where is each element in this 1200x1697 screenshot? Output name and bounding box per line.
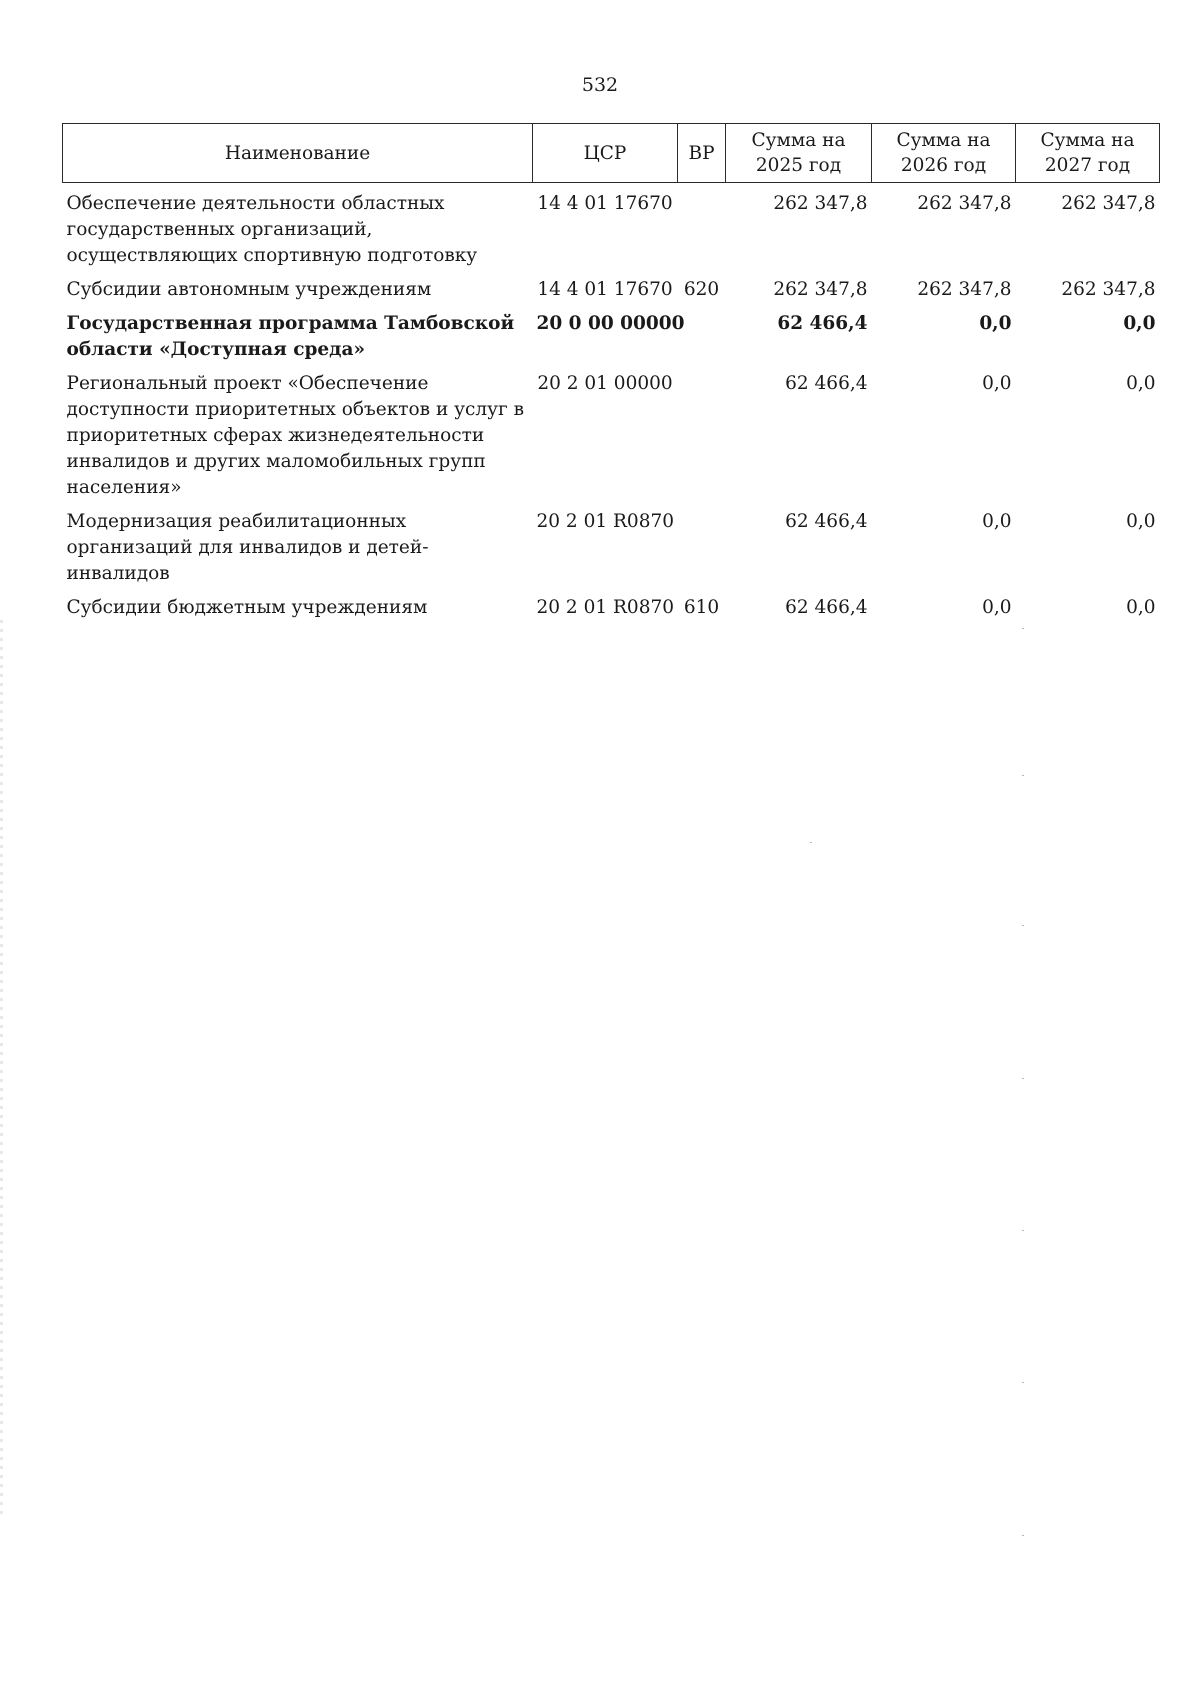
row-csr: 14 4 01 17670 (537, 193, 673, 214)
row-name: Субсидии бюджетным учреждениям (66, 597, 428, 618)
row-sum-2025: 262 347,8 (773, 193, 868, 214)
row-csr: 20 2 01 00000 (537, 373, 673, 394)
table-row (63, 509, 1160, 595)
row-csr: 14 4 01 17670 (537, 279, 673, 300)
row-sum-2026: 262 347,8 (917, 279, 1012, 300)
row-vr (678, 311, 726, 371)
header-vr: ВР (678, 124, 726, 183)
scan-speck (1022, 925, 1024, 926)
table-row (63, 277, 1160, 311)
row-vr (678, 183, 726, 278)
row-sum-2027: 0,0 (1126, 373, 1156, 394)
scan-speck (810, 842, 812, 843)
scan-edge-artifact (0, 620, 3, 1520)
row-csr: 20 0 00 00000 (536, 313, 685, 334)
row-sum-2026: 0,0 (982, 511, 1012, 532)
row-sum-2027: 0,0 (1123, 313, 1156, 334)
row-sum-2026: 0,0 (982, 597, 1012, 618)
row-sum-2026: 0,0 (979, 313, 1012, 334)
row-name: Модернизация реабилитационных организаций для инвалидов и детей-инвалидов (66, 511, 429, 584)
header-name: Наименование (63, 124, 533, 183)
row-sum-2025: 262 347,8 (773, 279, 868, 300)
scan-speck (1022, 1382, 1024, 1383)
scan-speck (1022, 1078, 1024, 1079)
row-name: Субсидии автономным учреждениям (66, 279, 432, 300)
scan-speck (1022, 1535, 1024, 1536)
row-sum-2025: 62 466,4 (785, 373, 868, 394)
budget-table (62, 123, 1160, 629)
row-sum-2027: 0,0 (1126, 597, 1156, 618)
row-sum-2027: 0,0 (1126, 511, 1156, 532)
header-csr: ЦСР (533, 124, 678, 183)
table-header-row (63, 124, 1160, 183)
row-sum-2027: 262 347,8 (1061, 279, 1156, 300)
scan-speck (1022, 775, 1024, 776)
row-vr: 610 (683, 597, 720, 618)
row-csr: 20 2 01 R0870 (536, 597, 675, 618)
row-sum-2026: 0,0 (982, 373, 1012, 394)
table-row (63, 371, 1160, 509)
row-sum-2025: 62 466,4 (777, 313, 868, 334)
scan-speck (1022, 628, 1024, 629)
scan-speck (1022, 1230, 1024, 1231)
header-sum-2025: Сумма на 2025 год (726, 124, 872, 183)
row-csr: 20 2 01 R0870 (536, 511, 675, 532)
row-vr: 620 (683, 279, 720, 300)
row-vr (678, 509, 726, 595)
table-row (63, 183, 1160, 278)
header-sum-2027: Сумма на 2027 год (1016, 124, 1160, 183)
row-sum-2027: 262 347,8 (1061, 193, 1156, 214)
row-name: Региональный проект «Обеспечение доступности приоритетных объектов и услуг в приоритетных сферах жизнедеятельности инвалидов и других маломобильных групп населения» (66, 373, 525, 498)
header-sum-2026: Сумма на 2026 год (872, 124, 1016, 183)
row-vr (678, 371, 726, 509)
page-number: 532 (581, 74, 619, 96)
row-sum-2025: 62 466,4 (785, 511, 868, 532)
table-row-program (63, 311, 1160, 371)
table-row (63, 595, 1160, 629)
row-sum-2025: 62 466,4 (785, 597, 868, 618)
row-sum-2026: 262 347,8 (917, 193, 1012, 214)
row-name: Обеспечение деятельности областных государственных организаций, осуществляющих спортивную подготовку (66, 193, 478, 266)
row-name: Государственная программа Тамбовской области «Доступная среда» (66, 313, 515, 360)
